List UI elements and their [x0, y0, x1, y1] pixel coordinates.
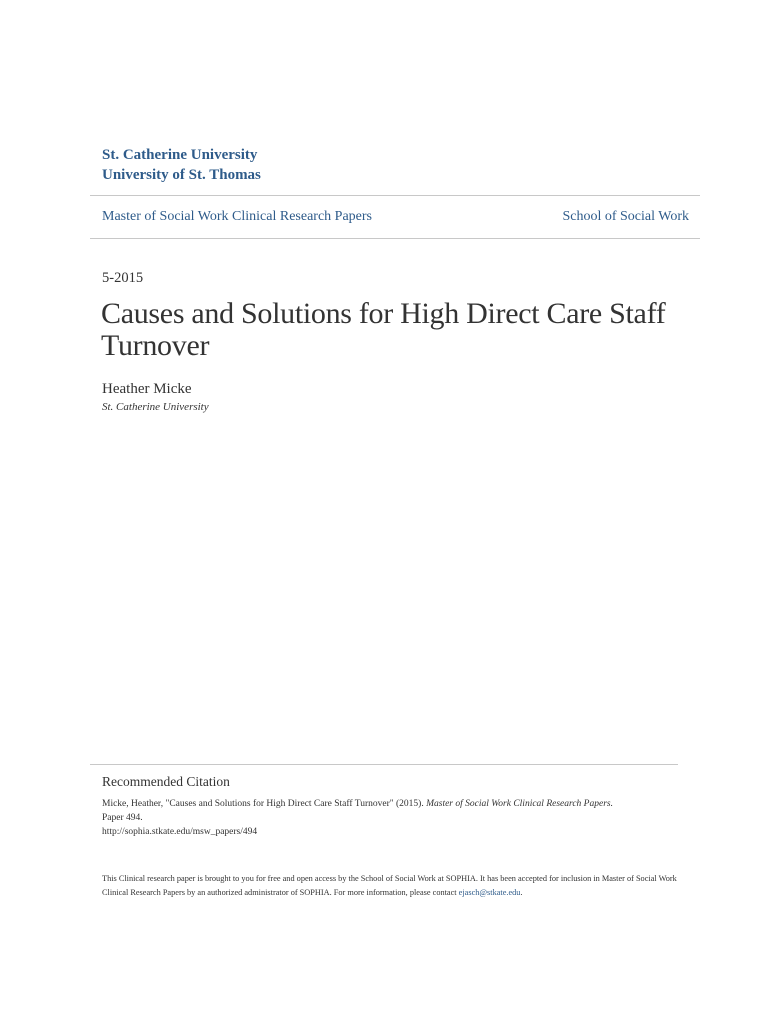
citation-authors-title: Micke, Heather, "Causes and Solutions for High Direct Care Staff Turnover" (2015). [102, 799, 427, 809]
author-name: Heather Micke [102, 381, 192, 397]
citation-paper-number: Paper 494. [102, 813, 143, 823]
institution-list [102, 145, 261, 185]
access-note-end: . [520, 888, 523, 897]
citation-divider [90, 764, 678, 765]
institution-link-st-thomas[interactable]: University of St. Thomas [102, 167, 261, 183]
series-link[interactable]: Master of Social Work Clinical Research Papers [102, 209, 372, 224]
collection-bar [90, 195, 700, 239]
institution-link-st-catherine[interactable]: St. Catherine University [102, 147, 258, 163]
publication-date: 5-2015 [102, 270, 144, 286]
access-note-text: This Clinical research paper is brought to you for free and open access by the School of Social Work at SOPHIA. It has been accepted for inclusion in Master of Social Work Clinical Research Papers by an authorized administrator of SOPHIA. For more information, please contact [102, 874, 677, 897]
citation-heading: Recommended Citation [102, 774, 230, 789]
author-block [102, 380, 209, 415]
citation-text [102, 797, 662, 839]
school-link[interactable]: School of Social Work [562, 209, 689, 224]
author-affiliation: St. Catherine University [102, 401, 209, 413]
paper-title: Causes and Solutions for High Direct Care Staff Turnover [101, 297, 666, 362]
contact-email-link[interactable]: ejasch@stkate.edu [458, 888, 521, 897]
access-note [102, 872, 682, 900]
citation-journal: Master of Social Work Clinical Research Papers. [426, 799, 613, 809]
citation-url[interactable]: http://sophia.stkate.edu/msw_papers/494 [102, 827, 258, 837]
